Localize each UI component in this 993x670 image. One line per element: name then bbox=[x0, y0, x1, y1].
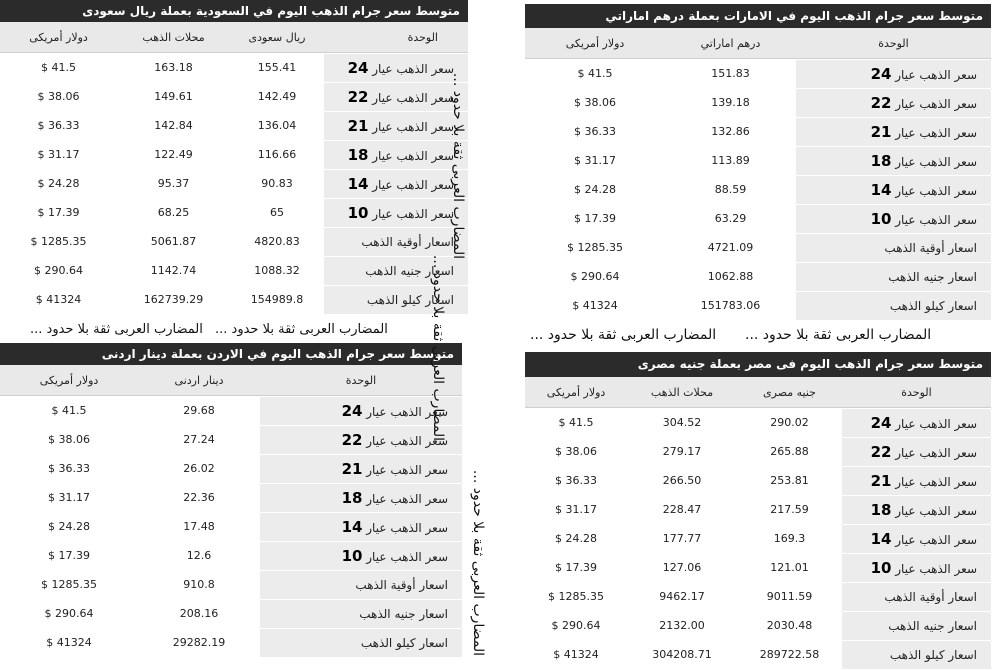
unit-label-cell bbox=[796, 291, 991, 320]
col-usd-header: دولار أمريكى bbox=[0, 22, 117, 53]
usd-price-cell: $ 290.64 bbox=[570, 270, 620, 283]
table-row bbox=[525, 408, 991, 437]
col-unit-header: الوحدة bbox=[796, 28, 991, 59]
unit-label: اسعار جنيه الذهب bbox=[359, 607, 448, 621]
table-row bbox=[0, 256, 468, 285]
usd-price-cell: $ 24.28 bbox=[37, 177, 80, 190]
shops-price-cell: 149.61 bbox=[154, 90, 193, 103]
table-row bbox=[0, 396, 462, 425]
usd-price-cell: $ 36.33 bbox=[574, 125, 616, 138]
local-price-cell: 121.01 bbox=[770, 561, 809, 574]
local-price-cell: 154989.8 bbox=[250, 293, 304, 306]
local-price-cell: 265.88 bbox=[770, 445, 809, 458]
usd-price-cell: $ 17.39 bbox=[555, 561, 597, 574]
usd-price-cell: $ 41324 bbox=[35, 293, 82, 306]
col-egp-header: جنيه مصرى bbox=[737, 377, 842, 408]
unit-label: سعر الذهب عيار bbox=[895, 184, 977, 198]
usd-price-cell: $ 31.17 bbox=[37, 148, 80, 161]
local-price-cell: 26.02 bbox=[183, 462, 215, 475]
unit-label: اسعار جنيه الذهب bbox=[365, 264, 454, 278]
karat-value: 18 bbox=[870, 501, 892, 519]
unit-label: اسعار جنيه الذهب bbox=[888, 270, 977, 284]
jordan-price-grid bbox=[0, 365, 462, 657]
unit-label: سعر الذهب عيار bbox=[366, 405, 448, 419]
unit-label: اسعار كيلو الذهب bbox=[360, 636, 448, 650]
col-sar-header: ريال سعودى bbox=[230, 22, 324, 53]
usd-price-cell: $ 38.06 bbox=[48, 433, 90, 446]
uae-price-grid bbox=[525, 28, 991, 320]
unit-label: اسعار كيلو الذهب bbox=[366, 293, 454, 307]
local-price-cell: 4820.83 bbox=[254, 235, 300, 248]
unit-label: سعر الذهب عيار bbox=[366, 463, 448, 477]
usd-price-cell: $ 24.28 bbox=[574, 183, 616, 196]
col-usd-header: دولار أمريكى bbox=[525, 28, 665, 59]
watermark-text: المضارب العربى ثقة بلا حدود ... bbox=[215, 322, 388, 337]
unit-label: سعر الذهب عيار bbox=[366, 492, 448, 506]
usd-price-cell: $ 24.28 bbox=[48, 520, 90, 533]
col-aed-header: درهم اماراتي bbox=[665, 28, 796, 59]
usd-price-cell: $ 290.64 bbox=[34, 264, 83, 277]
usd-price-cell: $ 17.39 bbox=[37, 206, 80, 219]
karat-value: 21 bbox=[341, 460, 363, 478]
karat-value: 21 bbox=[870, 472, 892, 490]
unit-label: اسعار جنيه الذهب bbox=[888, 619, 977, 633]
karat-value: 24 bbox=[870, 414, 892, 432]
usd-price-cell: $ 38.06 bbox=[555, 445, 597, 458]
karat-value: 18 bbox=[347, 146, 369, 164]
table-row bbox=[525, 291, 991, 320]
shops-price-cell: 304.52 bbox=[662, 416, 702, 429]
karat-value: 14 bbox=[341, 518, 363, 536]
unit-label: سعر الذهب عيار bbox=[372, 149, 454, 163]
shops-price-cell: 142.84 bbox=[154, 119, 193, 132]
usd-price-cell: $ 1285.35 bbox=[30, 235, 87, 248]
unit-label: سعر الذهب عيار bbox=[372, 207, 454, 221]
karat-value: 24 bbox=[870, 65, 892, 83]
usd-price-cell: $ 41.5 bbox=[577, 67, 613, 80]
local-price-cell: 142.49 bbox=[257, 90, 297, 103]
unit-label: سعر الذهب عيار bbox=[895, 417, 977, 431]
unit-label-cell bbox=[324, 256, 468, 285]
local-price-cell: 1062.88 bbox=[707, 270, 754, 283]
usd-price-cell: $ 31.17 bbox=[574, 154, 616, 167]
local-price-cell: 208.16 bbox=[179, 607, 219, 620]
local-price-cell: 116.66 bbox=[257, 148, 297, 161]
unit-label: اسعار أوقية الذهب bbox=[884, 241, 977, 255]
usd-price-cell: $ 41324 bbox=[553, 648, 599, 661]
shops-price-cell: 127.06 bbox=[662, 561, 702, 574]
egypt-price-grid bbox=[525, 377, 991, 669]
usd-price-cell: $ 41324 bbox=[572, 299, 618, 312]
unit-label-cell bbox=[324, 140, 468, 169]
table-row bbox=[0, 82, 468, 111]
egypt-table-title: متوسط سعر جرام الذهب اليوم فى مصر بعملة جنيه مصرى bbox=[525, 352, 991, 377]
karat-value: 24 bbox=[341, 402, 363, 420]
karat-value: 10 bbox=[870, 210, 892, 228]
unit-label: سعر الذهب عيار bbox=[372, 120, 454, 134]
local-price-cell: 169.3 bbox=[773, 532, 806, 545]
unit-label: سعر الذهب عيار bbox=[895, 475, 977, 489]
table-row bbox=[525, 175, 991, 204]
shops-price-cell: 1142.74 bbox=[150, 264, 197, 277]
local-price-cell: 17.48 bbox=[183, 520, 215, 533]
col-unit-header: الوحدة bbox=[324, 22, 468, 53]
karat-value: 14 bbox=[870, 181, 892, 199]
local-price-cell: 151783.06 bbox=[700, 299, 761, 312]
local-price-cell: 289722.58 bbox=[759, 648, 820, 661]
table-row bbox=[0, 140, 468, 169]
usd-price-cell: $ 36.33 bbox=[37, 119, 80, 132]
table-row bbox=[525, 582, 991, 611]
unit-label: اسعار أوقية الذهب bbox=[884, 590, 977, 604]
table-row bbox=[0, 570, 462, 599]
unit-label-cell bbox=[796, 117, 991, 146]
unit-label: سعر الذهب عيار bbox=[372, 91, 454, 105]
shops-price-cell: 266.50 bbox=[662, 474, 702, 487]
unit-label: سعر الذهب عيار bbox=[372, 62, 454, 76]
jordan-table-title: متوسط سعر جرام الذهب اليوم في الاردن بعملة دينار اردنى bbox=[0, 343, 462, 365]
unit-label-cell bbox=[324, 53, 468, 82]
table-row bbox=[525, 437, 991, 466]
unit-label-cell bbox=[842, 408, 991, 437]
unit-label-cell bbox=[796, 59, 991, 88]
unit-label: اسعار أوقية الذهب bbox=[355, 578, 448, 592]
uae-gold-table bbox=[525, 4, 991, 320]
usd-price-cell: $ 24.28 bbox=[555, 532, 597, 545]
karat-value: 24 bbox=[347, 59, 369, 77]
table-row bbox=[0, 454, 462, 483]
watermark-text: المضارب العربى ثقة بلا حدود ... bbox=[745, 327, 932, 343]
table-row bbox=[0, 285, 468, 314]
unit-label-cell bbox=[796, 88, 991, 117]
table-row bbox=[525, 233, 991, 262]
watermark-text: المضارب العربى ثقة بلا حدود ... bbox=[450, 72, 467, 260]
unit-label-cell bbox=[842, 495, 991, 524]
unit-label-cell bbox=[260, 628, 462, 657]
karat-value: 10 bbox=[347, 204, 369, 222]
table-row bbox=[0, 628, 462, 657]
unit-label-cell bbox=[260, 541, 462, 570]
usd-price-cell: $ 31.17 bbox=[48, 491, 90, 504]
local-price-cell: 113.89 bbox=[711, 154, 750, 167]
karat-value: 14 bbox=[347, 175, 369, 193]
shops-price-cell: 228.47 bbox=[662, 503, 702, 516]
shops-price-cell: 2132.00 bbox=[659, 619, 705, 632]
unit-label: سعر الذهب عيار bbox=[366, 434, 448, 448]
unit-label-cell bbox=[842, 524, 991, 553]
unit-label-cell bbox=[842, 437, 991, 466]
table-row bbox=[525, 262, 991, 291]
table-row bbox=[525, 553, 991, 582]
karat-value: 22 bbox=[341, 431, 363, 449]
unit-label: سعر الذهب عيار bbox=[895, 68, 977, 82]
karat-value: 14 bbox=[870, 530, 892, 548]
unit-label-cell bbox=[324, 111, 468, 140]
local-price-cell: 155.41 bbox=[257, 61, 297, 74]
local-price-cell: 63.29 bbox=[714, 212, 747, 225]
unit-label-cell bbox=[842, 466, 991, 495]
unit-label-cell bbox=[324, 285, 468, 314]
uae-table-title: متوسط سعر جرام الذهب اليوم في الامارات بعملة درهم اماراتي bbox=[525, 4, 991, 28]
usd-price-cell: $ 1285.35 bbox=[567, 241, 623, 254]
unit-label-cell bbox=[842, 582, 991, 611]
usd-price-cell: $ 31.17 bbox=[555, 503, 597, 516]
usd-price-cell: $ 17.39 bbox=[48, 549, 90, 562]
col-shops-header: محلات الذهب bbox=[627, 377, 737, 408]
watermark-text: المضارب العربى ثقة بلا حدود ... bbox=[470, 469, 487, 657]
table-row bbox=[525, 204, 991, 233]
usd-price-cell: $ 36.33 bbox=[48, 462, 90, 475]
col-unit-header: الوحدة bbox=[842, 377, 991, 408]
local-price-cell: 253.81 bbox=[770, 474, 809, 487]
usd-price-cell: $ 36.33 bbox=[555, 474, 597, 487]
local-price-cell: 132.86 bbox=[711, 125, 750, 138]
unit-label-cell bbox=[842, 553, 991, 582]
unit-label-cell bbox=[324, 198, 468, 227]
unit-label-cell bbox=[260, 599, 462, 628]
unit-label: سعر الذهب عيار bbox=[895, 97, 977, 111]
unit-label-cell bbox=[324, 169, 468, 198]
usd-price-cell: $ 41324 bbox=[46, 636, 92, 649]
shops-price-cell: 95.37 bbox=[157, 177, 190, 190]
table-row bbox=[0, 111, 468, 140]
usd-price-cell: $ 38.06 bbox=[37, 90, 80, 103]
usd-price-cell: $ 41.5 bbox=[558, 416, 594, 429]
local-price-cell: 29.68 bbox=[183, 404, 215, 417]
usd-price-cell: $ 290.64 bbox=[551, 619, 601, 632]
usd-price-cell: $ 17.39 bbox=[574, 212, 616, 225]
table-row bbox=[525, 611, 991, 640]
shops-price-cell: 122.49 bbox=[154, 148, 193, 161]
table-row bbox=[0, 483, 462, 512]
unit-label-cell bbox=[260, 483, 462, 512]
col-usd-header: دولار أمريكى bbox=[525, 377, 627, 408]
karat-value: 21 bbox=[870, 123, 892, 141]
shops-price-cell: 177.77 bbox=[662, 532, 702, 545]
unit-label: سعر الذهب عيار bbox=[895, 446, 977, 460]
table-row bbox=[0, 599, 462, 628]
karat-value: 10 bbox=[341, 547, 363, 565]
unit-label-cell bbox=[796, 146, 991, 175]
table-row bbox=[0, 198, 468, 227]
unit-label: سعر الذهب عيار bbox=[895, 504, 977, 518]
watermark-text: المضارب العربى ثقة بلا حدود ... bbox=[30, 322, 203, 337]
shops-price-cell: 9462.17 bbox=[659, 590, 705, 603]
unit-label-cell bbox=[324, 82, 468, 111]
usd-price-cell: $ 1285.35 bbox=[548, 590, 604, 603]
local-price-cell: 9011.59 bbox=[766, 590, 813, 603]
karat-value: 10 bbox=[870, 559, 892, 577]
local-price-cell: 27.24 bbox=[183, 433, 215, 446]
local-price-cell: 12.6 bbox=[186, 549, 212, 562]
local-price-cell: 88.59 bbox=[714, 183, 747, 196]
karat-value: 18 bbox=[870, 152, 892, 170]
table-row bbox=[0, 227, 468, 256]
unit-label-cell bbox=[796, 262, 991, 291]
table-row bbox=[525, 117, 991, 146]
unit-label: سعر الذهب عيار bbox=[372, 178, 454, 192]
karat-value: 22 bbox=[347, 88, 369, 106]
table-row bbox=[525, 640, 991, 669]
unit-label-cell bbox=[796, 175, 991, 204]
usd-price-cell: $ 290.64 bbox=[44, 607, 94, 620]
local-price-cell: 29282.19 bbox=[172, 636, 226, 649]
local-price-cell: 65 bbox=[270, 206, 284, 219]
col-shops-header: محلات الذهب bbox=[117, 22, 230, 53]
watermark-text: المضارب العربى ثقة بلا حدود ... bbox=[530, 327, 717, 343]
unit-label: سعر الذهب عيار bbox=[895, 155, 977, 169]
local-price-cell: 1088.32 bbox=[254, 264, 300, 277]
table-row bbox=[525, 59, 991, 88]
col-jod-header: دينار اردنى bbox=[138, 365, 260, 396]
col-usd-header: دولار أمريكى bbox=[0, 365, 138, 396]
table-row bbox=[0, 169, 468, 198]
saudi-gold-table bbox=[0, 0, 468, 314]
karat-value: 22 bbox=[870, 443, 892, 461]
unit-label: اسعار كيلو الذهب bbox=[889, 299, 977, 313]
unit-label-cell bbox=[842, 611, 991, 640]
unit-label: سعر الذهب عيار bbox=[366, 521, 448, 535]
table-row bbox=[0, 53, 468, 82]
shops-price-cell: 304208.71 bbox=[652, 648, 712, 661]
local-price-cell: 90.83 bbox=[261, 177, 293, 190]
unit-label-cell bbox=[842, 640, 991, 669]
shops-price-cell: 5061.87 bbox=[150, 235, 197, 248]
table-row bbox=[525, 146, 991, 175]
local-price-cell: 22.36 bbox=[183, 491, 215, 504]
unit-label: سعر الذهب عيار bbox=[366, 550, 448, 564]
usd-price-cell: $ 41.5 bbox=[51, 404, 87, 417]
saudi-table-title: متوسط سعر جرام الذهب اليوم في السعودية بعملة ريال سعودى bbox=[0, 0, 468, 22]
shops-price-cell: 68.25 bbox=[157, 206, 190, 219]
unit-label-cell bbox=[324, 227, 468, 256]
table-row bbox=[0, 425, 462, 454]
unit-label: سعر الذهب عيار bbox=[895, 213, 977, 227]
unit-label-cell bbox=[260, 454, 462, 483]
unit-label: اسعار أوقية الذهب bbox=[361, 235, 454, 249]
watermark-text: المضارب العربى ثقة بلا حدود ... bbox=[430, 254, 447, 442]
jordan-gold-table bbox=[0, 343, 462, 657]
usd-price-cell: $ 38.06 bbox=[574, 96, 616, 109]
table-row bbox=[525, 495, 991, 524]
table-row bbox=[0, 512, 462, 541]
shops-price-cell: 279.17 bbox=[662, 445, 702, 458]
shops-price-cell: 163.18 bbox=[154, 61, 193, 74]
local-price-cell: 910.8 bbox=[183, 578, 215, 591]
table-row bbox=[0, 541, 462, 570]
karat-value: 22 bbox=[870, 94, 892, 112]
local-price-cell: 4721.09 bbox=[707, 241, 754, 254]
saudi-price-grid bbox=[0, 22, 468, 314]
unit-label: سعر الذهب عيار bbox=[895, 126, 977, 140]
col-unit-header: الوحدة bbox=[260, 365, 462, 396]
unit-label: اسعار كيلو الذهب bbox=[889, 648, 977, 662]
table-row bbox=[525, 466, 991, 495]
table-row bbox=[525, 524, 991, 553]
egypt-gold-table bbox=[525, 352, 991, 669]
local-price-cell: 139.18 bbox=[711, 96, 750, 109]
usd-price-cell: $ 41.5 bbox=[41, 61, 76, 74]
karat-value: 21 bbox=[347, 117, 369, 135]
unit-label-cell bbox=[260, 512, 462, 541]
unit-label-cell bbox=[260, 570, 462, 599]
shops-price-cell: 162739.29 bbox=[143, 293, 204, 306]
usd-price-cell: $ 1285.35 bbox=[41, 578, 97, 591]
unit-label: سعر الذهب عيار bbox=[895, 533, 977, 547]
local-price-cell: 2030.48 bbox=[766, 619, 813, 632]
local-price-cell: 136.04 bbox=[257, 119, 297, 132]
table-row bbox=[525, 88, 991, 117]
local-price-cell: 217.59 bbox=[770, 503, 809, 516]
unit-label-cell bbox=[796, 204, 991, 233]
local-price-cell: 151.83 bbox=[711, 67, 750, 80]
karat-value: 18 bbox=[341, 489, 363, 507]
unit-label: سعر الذهب عيار bbox=[895, 562, 977, 576]
local-price-cell: 290.02 bbox=[770, 416, 809, 429]
unit-label-cell bbox=[796, 233, 991, 262]
